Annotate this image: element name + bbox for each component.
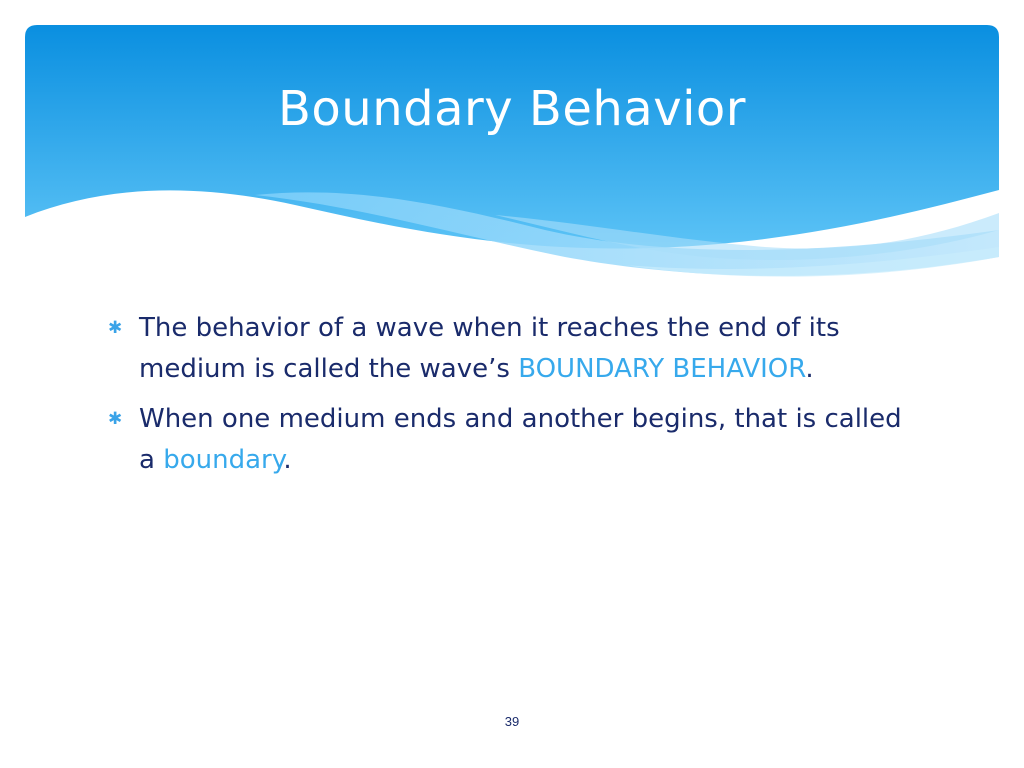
- wave-banner-graphic: [25, 25, 999, 285]
- highlighted-term: boundary: [163, 445, 284, 475]
- asterisk-bullet-icon: ✱: [108, 409, 123, 429]
- bullet-text: The behavior of a wave when it reaches the end of its medium is called the wave’s: [139, 313, 840, 384]
- bullet-text: When one medium ends and another begins, that is called a: [139, 404, 902, 475]
- asterisk-bullet-icon: ✱: [108, 318, 123, 338]
- bullet-text-end: .: [283, 445, 292, 475]
- bullet-list: [108, 308, 908, 490]
- bullet-item: [108, 308, 908, 390]
- header-banner: [25, 25, 999, 285]
- slide-title: Boundary Behavior: [277, 81, 747, 137]
- bullet-text-end: .: [805, 354, 814, 384]
- highlighted-term: BOUNDARY BEHAVIOR: [518, 354, 806, 384]
- page-number: 39: [504, 714, 520, 729]
- bullet-item: [108, 399, 908, 481]
